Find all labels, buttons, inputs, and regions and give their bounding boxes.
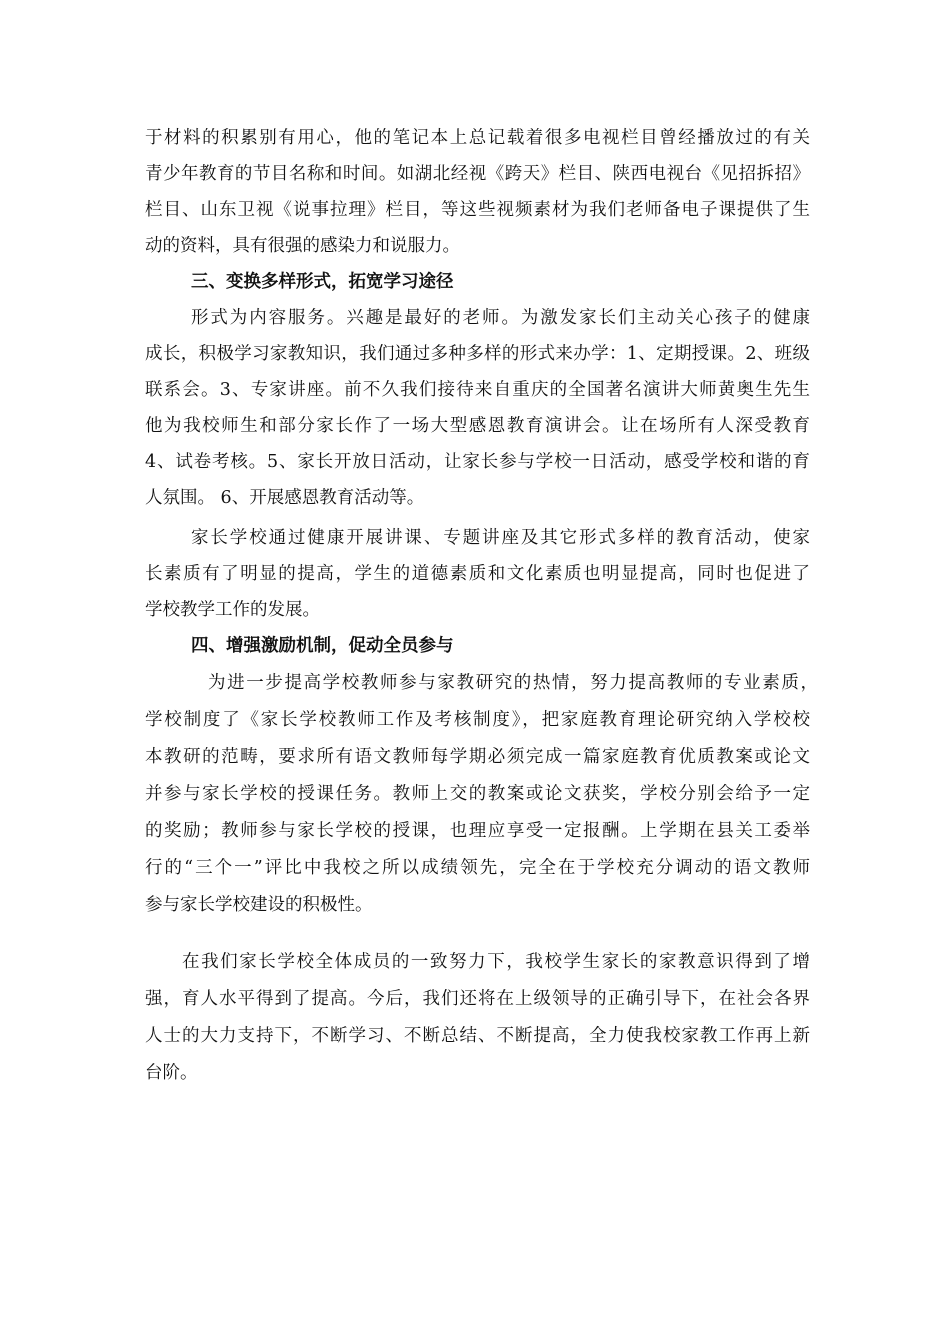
para1-line-1: 于材料的积累别有用心，他的笔记本上总记载着很多电视栏目曾经播放过的有关 [145, 128, 810, 148]
para5-line-1: 在我们家长学校全体成员的一致努力下，我校学生家长的家教意识得到了增 [182, 952, 810, 972]
para2-line-5: 4、试卷考核。5、家长开放日活动，让家长参与学校一日活动，感受学校和谐的育 [145, 452, 810, 472]
para2-line-1: 形式为内容服务。兴趣是最好的老师。为激发家长们主动关心孩子的健康 [191, 308, 810, 328]
para4-line-7: 参与家长学校建设的积极性。 [145, 895, 373, 915]
para2-line-4: 他为我校师生和部分家长作了一场大型感恩教育演讲会。让在场所有人深受教育 [145, 416, 810, 436]
para3-line-3: 学校教学工作的发展。 [145, 600, 320, 620]
para3-line-2: 长素质有了明显的提高，学生的道德素质和文化素质也明显提高，同时也促进了 [145, 564, 810, 584]
para5-line-2: 强，育人水平得到了提高。今后，我们还将在上级领导的正确引导下，在社会各界 [145, 989, 810, 1009]
para2-line-6: 人氛围。 6、开展感恩教育活动等。 [145, 488, 425, 508]
para5-line-4: 台阶。 [145, 1063, 198, 1083]
para4-line-4: 并参与家长学校的授课任务。教师上交的教案或论文获奖，学校分别会给予一定 [145, 784, 810, 804]
para4-line-3: 本教研的范畴，要求所有语文教师每学期必须完成一篇家庭教育优质教案或论文 [145, 747, 810, 767]
para1-line-2: 青少年教育的节目名称和时间。如湖北经视《跨天》栏目、陕西电视台《见招拆招》 [145, 164, 810, 184]
section-heading-4: 四、增强激励机制，促动全员参与 [191, 636, 454, 656]
para4-line-1: 为进一步提高学校教师参与家教研究的热情，努力提高教师的专业素质， [208, 673, 818, 693]
para1-line-4: 动的资料，具有很强的感染力和说服力。 [145, 236, 460, 256]
para4-line-2: 学校制度了《家长学校教师工作及考核制度》，把家庭教育理论研究纳入学校校 [145, 710, 810, 730]
para4-line-6: 行的“三个一”评比中我校之所以成绩领先，完全在于学校充分调动的语文教师 [145, 858, 810, 878]
para2-line-2: 成长，积极学习家教知识，我们通过多种多样的形式来办学：1、定期授课。2、班级 [145, 344, 810, 364]
para2-line-3: 联系会。3、专家讲座。前不久我们接待来自重庆的全国著名演讲大师黄奥生先生 [145, 380, 810, 400]
section-heading-3: 三、变换多样形式，拓宽学习途径 [191, 272, 454, 292]
para1-line-3: 栏目、山东卫视《说事拉理》栏目，等这些视频素材为我们老师备电子课提供了生 [145, 200, 810, 220]
para3-line-1: 家长学校通过健康开展讲课、专题讲座及其它形式多样的教育活动，使家 [191, 528, 810, 548]
para5-line-3: 人士的大力支持下，不断学习、不断总结、不断提高，全力使我校家教工作再上新 [145, 1026, 810, 1046]
para4-line-5: 的奖励；教师参与家长学校的授课，也理应享受一定报酬。上学期在县关工委举 [145, 821, 810, 841]
